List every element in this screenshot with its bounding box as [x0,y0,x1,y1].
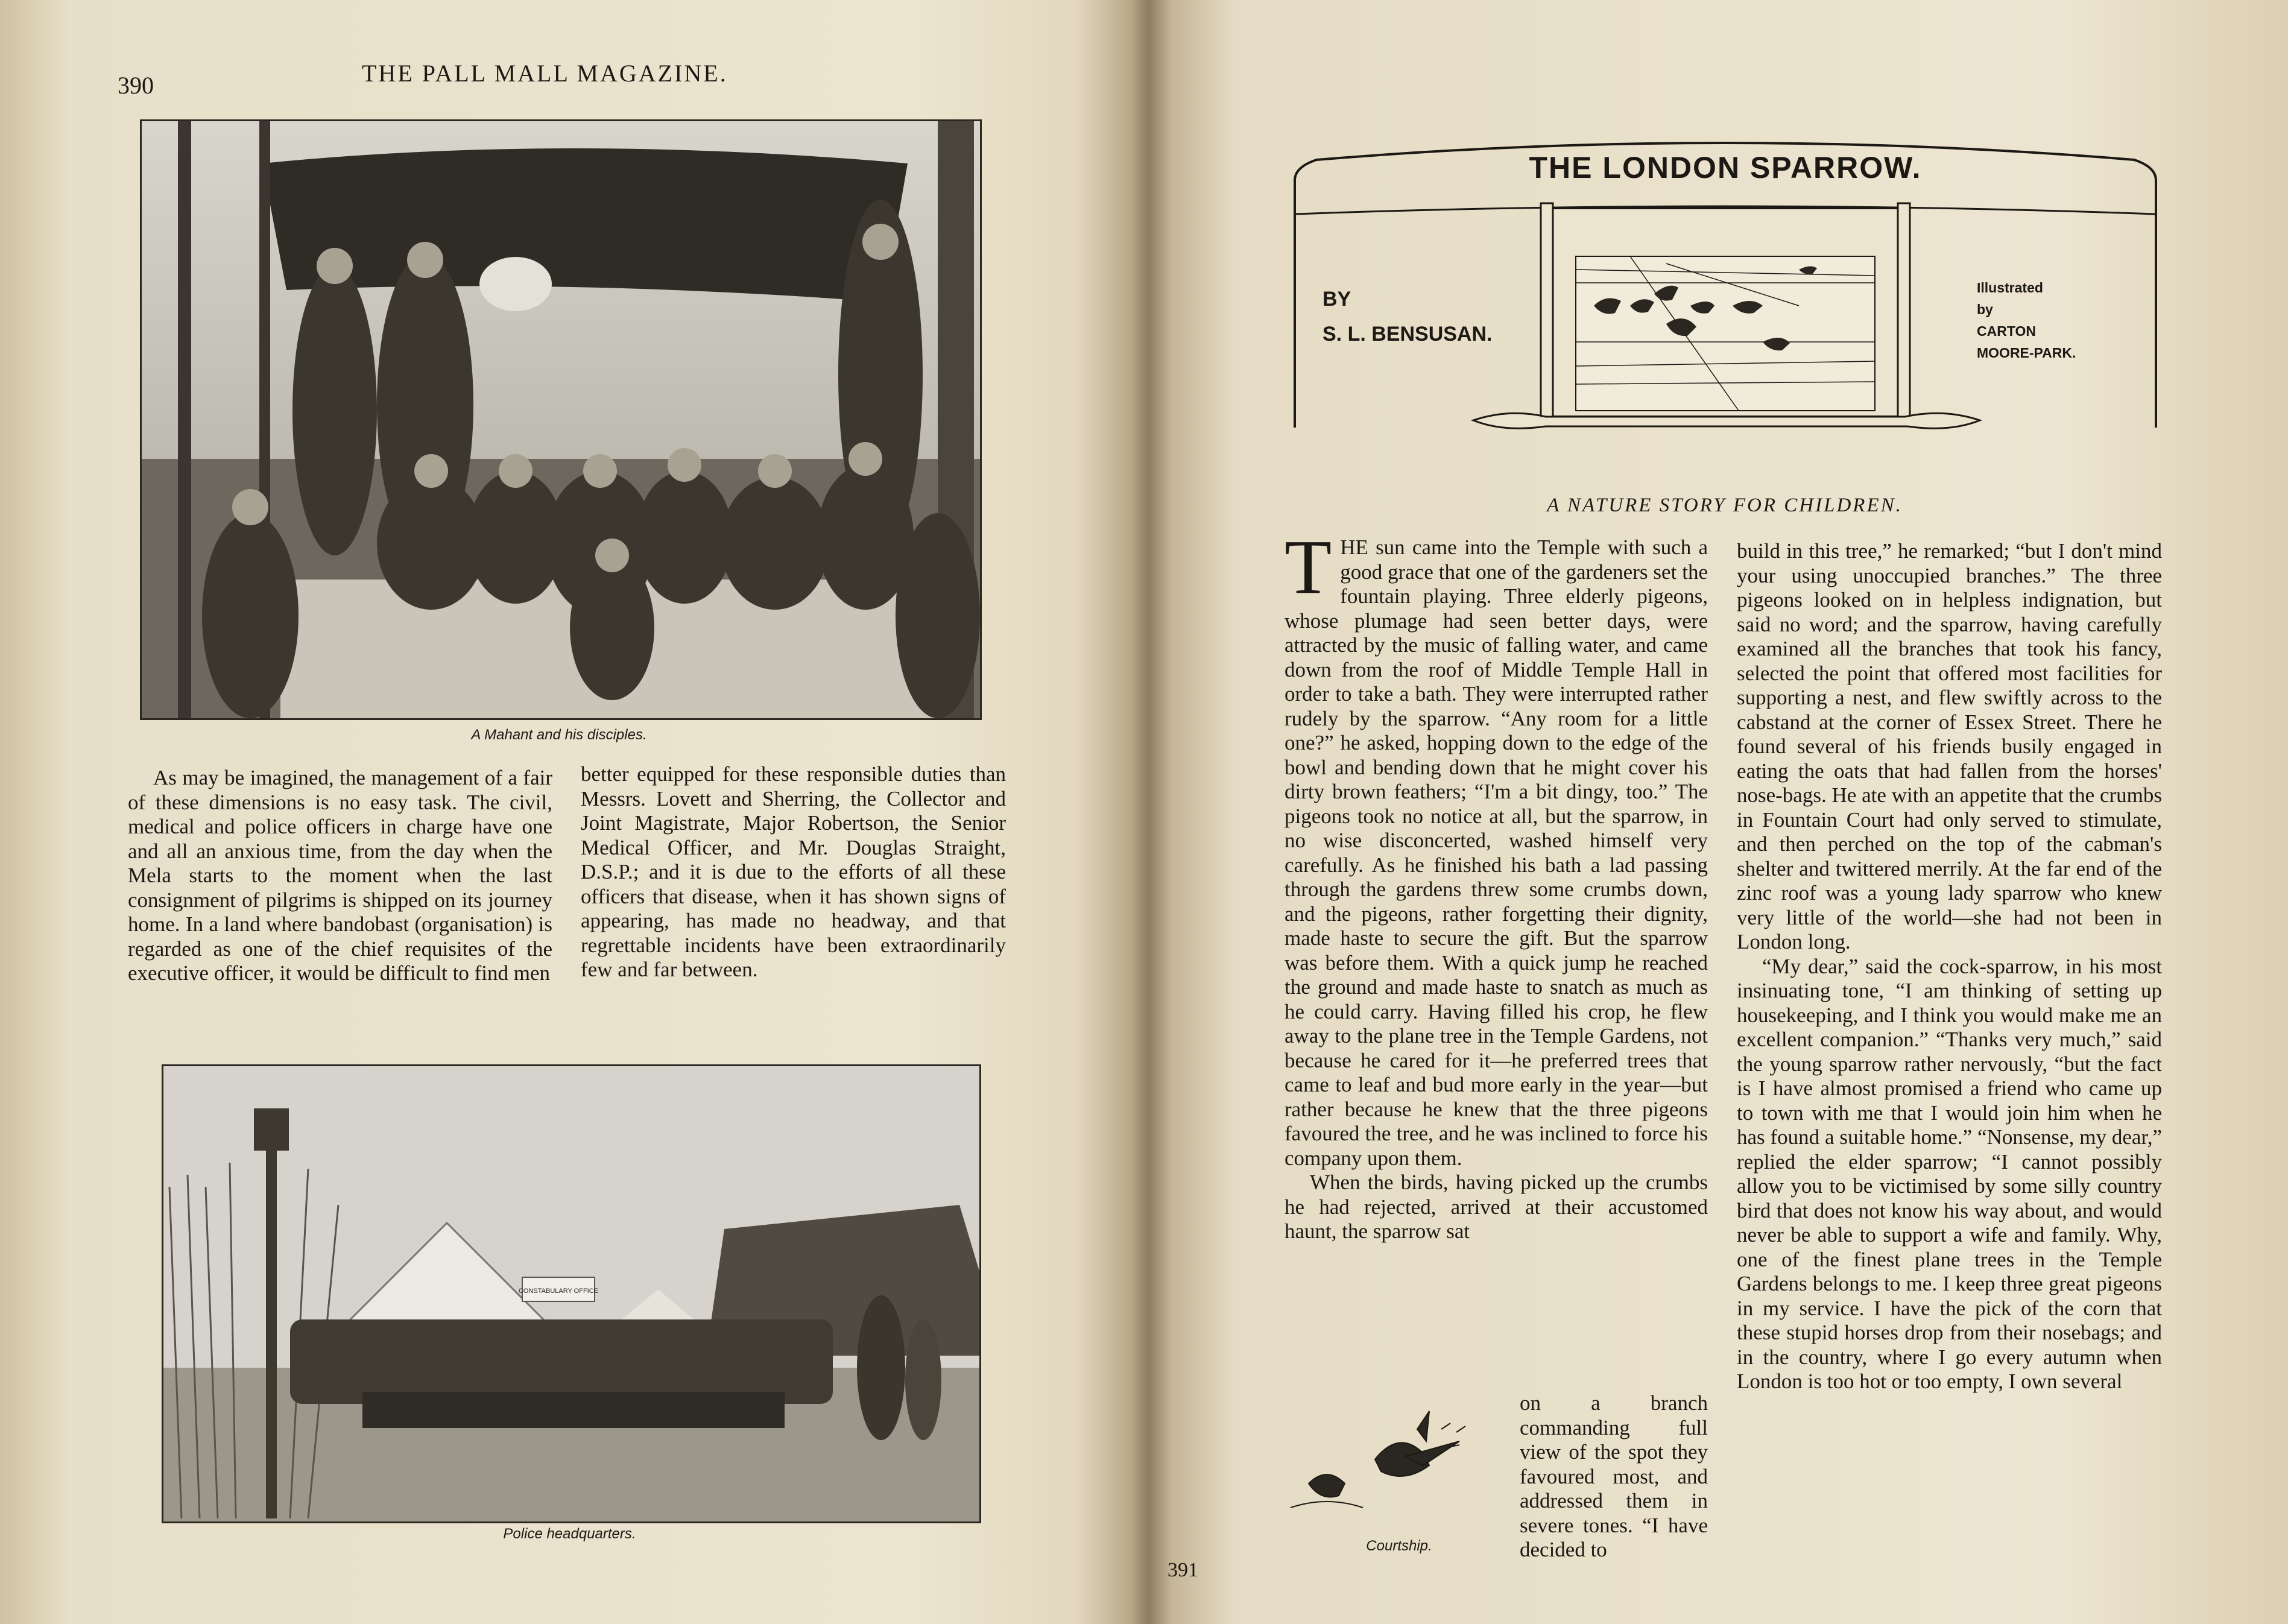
by-label: BY [1323,288,1351,311]
photo-mahant-disciples [140,119,982,720]
illustrator-name-1: CARTON [1977,323,2036,339]
right-text-column-1 [1285,524,1708,1244]
byline [1323,282,1492,352]
illustrator-credit [1977,277,2076,364]
paragraph: As may be imagined, the management of a fair of these dimensions is no easy task. The civil, medical and police officers in charge have one and all an anxious time, from the day when the Mela starts to the moment when the last consignment of pilgrims is shipped on its journey home. In a land where bandobast (organisation) is regarded as one of the chief requisites of the executive officer, it would be difficult to find men [128,766,552,985]
page-number-left: 390 [118,72,154,99]
article-title: THE LONDON SPARROW. [1529,151,1922,185]
title-banner [1292,125,2158,432]
left-text-column-1 [128,766,552,986]
paragraph: build in this tree,” he remarked; “but I don't mind your using unoccupied branches.” The three pigeons looked on in helpless indignation, but said no word; and the sparrow, having carefully examined all the branches that took his fancy, selected the point that offered most facilities for supporting a nest, and flew swiftly across to the cabstand at the corner of Essex Street. There he found several of his friends busily engaged in eating the oats that had fallen from the horses' nose-bags. He ate with an appetite that the crumbs in Fountain Court had only served to stimulate, and then perched on the top of the cabman's shelter and twittered merrily. At the far end of the zinc roof was a young lady sparrow who knew very little of the world—she had not been in London long. [1737,539,2162,953]
photo-caption-police: Police headquarters. [503,1526,636,1542]
paragraph: When the birds, having picked up the crumbs he had rejected, arrived at their accustomed haunt, the sparrow sat [1285,1171,1708,1243]
right-text-column-2 [1737,539,2162,1394]
photo-police-headquarters [162,1064,981,1523]
drop-cap: T [1285,524,1332,610]
photo-caption-mahant: A Mahant and his disciples. [471,727,647,743]
right-text-column-1-wrap [1520,1391,1708,1562]
article-subtitle: A NATURE STORY FOR CHILDREN. [1547,494,1903,516]
author-name: S. L. BENSUSAN. [1323,323,1493,346]
illustrated-label: Illustrated [1977,280,2043,295]
opening-paragraph [1285,524,1708,1171]
photo-sign-text: CONSTABULARY OFFICE [518,1288,599,1295]
paragraph: better equipped for these responsible duties than Messrs. Lovett and Sherring, the Collector and Joint Magistrate, Major Robertson, the Senior Medical Officer, and Mr. Douglas Straight, D.S.P.; and it is due to the efforts of all these officers that disease, when it has shown signs of appearing, has made no headway, and that regrettable incidents have been extraordinarily few and far between. [581,762,1006,981]
illustrated-by-label: by [1977,302,1993,317]
sparrows-courtship-icon [1285,1405,1514,1538]
left-page [0,0,1140,1624]
paragraph: “My dear,” said the cock-sparrow, in his most insinuating tone, “I am thinking of setting up housekeeping, and I think you would make me an excellent companion.” “Thanks very much,” said the young sparrow rather nervously, “but the fact is I have almost promised a friend who came up to town with me that I would join him when he has found a suitable home.” “Nonsense, my dear,” replied the elder sparrow; “I cannot possibly allow you to be victimised by some silly country bird that does not know his way about, and would never be able to support a wife and family. Why, one of the finest plane trees in the Temple Gardens belongs to me. I keep three great pigeons in my service. I have the pick of the corn that these stupid horses drop from their nosebags; and in the country, where I go every autumn when London is too hot or too empty, I own several [1737,954,2162,1393]
page-number-right: 391 [1168,1559,1198,1581]
paragraph-text: HE sun came into the Temple with such a good grace that one of the gardeners set the fountain playing. Three elderly pigeons, whose plumage had seen better days, were attracted by the music of falling water, and came down from the roof of Middle Temple Hall in order to take a bath. They were interrupted rather rudely by the sparrow. “Any room for a little one?” he asked, hopping down to the edge of the bowl and bending down that he might cover his dirty brown feathers; “I'm a bit dingy, too.” The pigeons took no notice at all, but the sparrow, in no wise disconcerted, washed himself very carefully. As he finished his bath a lad passing through the gardens threw some crumbs down, and the pigeons, rather forgetting their dignity, made haste to secure the gift. But the sparrow was before them. With a quick jump he reached the ground and made haste to snatch as much as he could carry. Having filled his crop, he flew away to the plane tree in the Temple Gardens, not because he cared for it—he preferred trees that came to leaf and bud more early in the year—but rather because he knew that the three pigeons favoured the tree, and he was inclined to force his company upon them. [1285,536,1708,1170]
photo-mahant-image [142,121,980,718]
photo-police-image [163,1066,979,1521]
running-head: THE PALL MALL MAGAZINE. [362,60,728,87]
left-text-column-2 [581,762,1006,982]
illustrator-name-2: MOORE-PARK. [1977,345,2076,361]
courtship-caption: Courtship. [1366,1538,1432,1554]
courtship-illustration [1285,1405,1514,1538]
paragraph: on a branch commanding full view of the spot they favoured most, and addressed them in severe tones. “I have decided to [1520,1391,1708,1561]
